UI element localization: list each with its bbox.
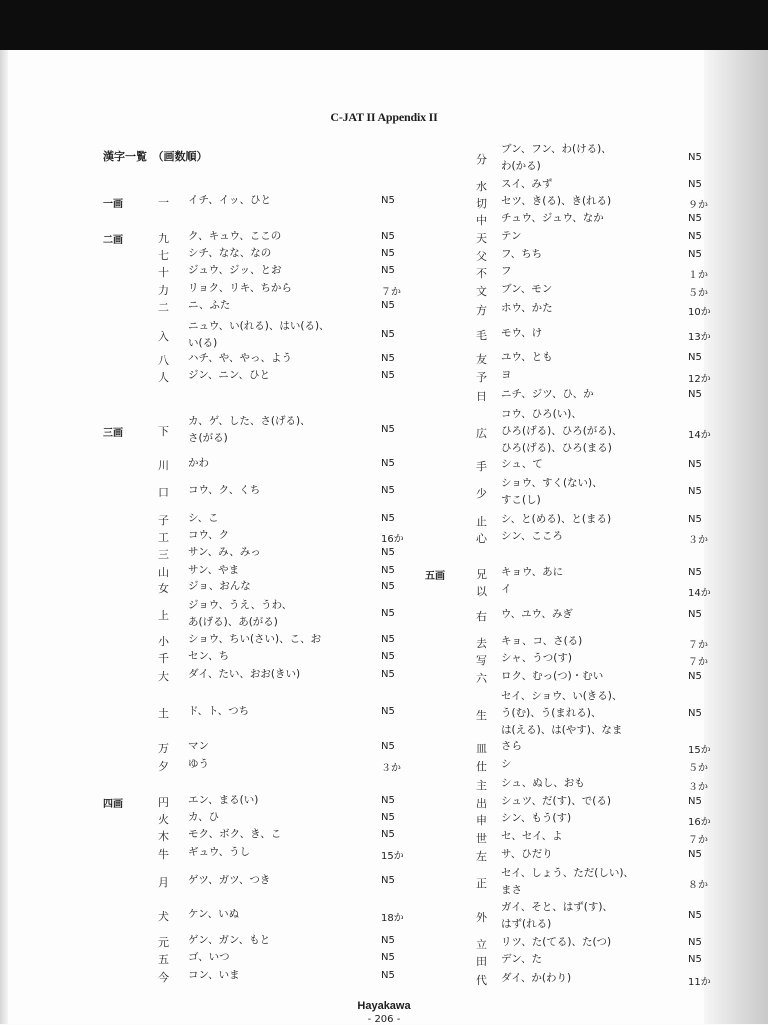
kanji-char: 予 (476, 371, 487, 384)
kanji-char: 世 (476, 832, 487, 845)
kanji-reading: キョ、コ、さ(る) (501, 635, 583, 647)
kanji-level: ７か (381, 287, 401, 298)
kanji-char: 皿 (476, 742, 487, 755)
kanji-reading: ジン、ニン、ひと (188, 369, 271, 381)
kanji-reading: ク、キュウ、ここの (188, 230, 282, 242)
kanji-level: 10か (688, 307, 711, 318)
kanji-char: 工 (158, 531, 169, 544)
kanji-reading: セン、ち (188, 650, 230, 662)
kanji-char: 円 (158, 796, 169, 809)
kanji-reading: セイ、ショウ、い(きる)、 う(む)、う(まれる)、 は(える)、は(やす)、なま (501, 690, 623, 736)
kanji-char: 六 (476, 672, 487, 685)
kanji-reading: カ、ひ (188, 811, 220, 823)
kanji-level: 14か (688, 588, 711, 599)
kanji-level: ３か (688, 782, 708, 793)
kanji-reading: イチ、イッ、ひと (188, 194, 272, 206)
kanji-reading: ヨ (501, 369, 512, 381)
kanji-char: 子 (158, 514, 169, 527)
kanji-char: 方 (476, 304, 487, 317)
kanji-reading: シ (501, 758, 512, 770)
kanji-reading: シュ、ぬし、おも (501, 777, 585, 789)
kanji-char: 二 (158, 301, 169, 314)
kanji-level: N5 (381, 353, 395, 364)
kanji-reading: テン (501, 230, 522, 242)
kanji-reading: ダイ、か(わり) (501, 972, 572, 984)
kanji-char: 九 (158, 232, 169, 245)
kanji-char: 外 (476, 911, 487, 924)
kanji-reading: コウ、ひろ(い)、 ひろ(げる)、ひろ(がる)、 ひろ(げる)、ひろ(まる) (501, 408, 623, 454)
kanji-char: 左 (476, 850, 487, 863)
kanji-level: 12か (688, 374, 711, 385)
kanji-char: 申 (476, 814, 487, 827)
kanji-reading: ブン、フン、わ(ける)、 わ(かる) (501, 143, 612, 172)
kanji-char: 上 (158, 609, 169, 622)
kanji-reading: コウ、ク、くち (188, 484, 261, 496)
kanji-reading: リョク、リキ、ちから (188, 282, 292, 294)
kanji-level: 18か (381, 913, 404, 924)
kanji-level: 13か (688, 332, 711, 343)
kanji-level: N5 (688, 486, 702, 497)
kanji-char: 生 (476, 709, 487, 722)
kanji-level: N5 (688, 708, 702, 719)
kanji-level: 15か (688, 745, 711, 756)
kanji-level: N5 (381, 970, 395, 981)
kanji-char: 心 (476, 532, 487, 545)
kanji-reading: チュウ、ジュウ、なか (501, 212, 604, 224)
kanji-level: 16か (381, 534, 404, 545)
page-title: C-JAT II Appendix II (330, 110, 438, 124)
kanji-char: 手 (476, 460, 487, 473)
kanji-reading: ゴ、いつ (188, 951, 230, 963)
kanji-reading: ロク、むっ(つ)・むい (501, 670, 604, 682)
kanji-level: N5 (688, 514, 702, 525)
kanji-reading: キョウ、あに (501, 566, 564, 578)
kanji-char: 十 (158, 266, 169, 279)
kanji-char: 止 (476, 515, 487, 528)
kanji-reading: セイ、しょう、ただ(しい)、 まさ (501, 867, 634, 896)
kanji-reading: セツ、き(る)、き(れる) (501, 195, 612, 207)
kanji-level: N5 (688, 937, 702, 948)
kanji-reading: リツ、た(てる)、た(つ) (501, 936, 612, 948)
kanji-char: 水 (476, 180, 487, 193)
kanji-reading: ウ、ユウ、みぎ (501, 608, 573, 620)
kanji-reading: マン (188, 740, 209, 752)
kanji-reading: ホウ、かた (501, 302, 553, 314)
kanji-level: 16か (688, 817, 711, 828)
kanji-char: 大 (158, 670, 169, 683)
kanji-level: N5 (688, 954, 702, 965)
kanji-char: 中 (476, 214, 487, 227)
kanji-char: 日 (476, 390, 487, 403)
kanji-reading: ガイ、そと、はず(す)、 はず(れる) (501, 901, 613, 930)
kanji-level: 15か (381, 851, 404, 862)
kanji-level: N5 (381, 248, 395, 259)
kanji-reading: ショウ、すく(ない)、 すこ(し) (501, 477, 603, 506)
kanji-reading: さら (501, 740, 522, 752)
kanji-level: N5 (381, 581, 395, 592)
footer-page-number: - 206 - (367, 1014, 401, 1025)
kanji-reading: ギュウ、うし (188, 846, 251, 858)
kanji-reading: デン、た (501, 953, 542, 965)
kanji-char: 八 (158, 354, 169, 367)
kanji-reading: ダイ、たい、おお(きい) (188, 668, 301, 680)
kanji-char: 主 (476, 779, 487, 792)
page-binding-shadow (704, 50, 768, 1024)
kanji-char: 写 (476, 654, 487, 667)
kanji-level: N5 (381, 547, 395, 558)
kanji-reading: かわ (188, 457, 209, 469)
kanji-level: N5 (381, 513, 395, 524)
kanji-reading: コウ、ク (188, 529, 230, 541)
kanji-char: 出 (476, 797, 487, 810)
kanji-char: 兄 (476, 568, 487, 581)
kanji-level: N5 (381, 370, 395, 381)
kanji-reading: シュ、て (501, 458, 543, 470)
kanji-level: N5 (381, 265, 395, 276)
kanji-char: 入 (158, 330, 169, 343)
kanji-reading: ド、ト、つち (188, 705, 250, 717)
kanji-char: 仕 (476, 760, 487, 773)
kanji-level: N5 (688, 671, 702, 682)
kanji-level: N5 (381, 485, 395, 496)
kanji-reading: ユウ、とも (501, 351, 553, 363)
kanji-level: N5 (381, 634, 395, 645)
kanji-level: N5 (688, 249, 702, 260)
kanji-reading: ゲン、ガン、もと (188, 934, 271, 946)
kanji-level: N5 (688, 910, 702, 921)
kanji-char: 文 (476, 285, 487, 298)
kanji-char: 田 (476, 955, 487, 968)
kanji-reading: ニュウ、い(れる)、はい(る)、 い(る) (188, 320, 330, 349)
kanji-reading: フ、ちち (501, 248, 543, 260)
stroke-group-5-label: 五画 (425, 571, 445, 582)
kanji-reading: シチ、なな、なの (188, 247, 272, 259)
kanji-level: 11か (688, 977, 711, 988)
kanji-reading: ショウ、ちい(さい)、こ、お (188, 633, 322, 645)
kanji-char: 毛 (476, 329, 487, 342)
kanji-char: 千 (158, 652, 169, 665)
kanji-reading: サン、み、みっ (188, 546, 261, 558)
kanji-level: N5 (381, 795, 395, 806)
kanji-reading: シュツ、だ(す)、で(る) (501, 795, 611, 807)
kanji-level: N5 (688, 152, 702, 163)
kanji-level: ３か (688, 535, 708, 546)
kanji-char: 元 (158, 936, 169, 949)
kanji-char: 夕 (158, 760, 169, 773)
kanji-level: N5 (381, 935, 395, 946)
footer-publisher: Hayakawa (357, 1000, 411, 1012)
kanji-level: N5 (381, 651, 395, 662)
kanji-level: N5 (381, 458, 395, 469)
kanji-level: N5 (688, 352, 702, 363)
stroke-group-3-label: 三画 (103, 428, 123, 439)
kanji-char: 万 (158, 742, 169, 755)
kanji-level: N5 (381, 952, 395, 963)
kanji-reading: シ、こ (188, 512, 219, 524)
kanji-level: N5 (688, 567, 702, 578)
kanji-reading: ケン、いぬ (188, 908, 240, 920)
kanji-level: N5 (381, 669, 395, 680)
kanji-reading: ニチ、ジツ、ひ、か (501, 388, 594, 400)
kanji-level: １か (688, 270, 708, 281)
kanji-char: 小 (158, 635, 169, 648)
kanji-reading: イ (501, 583, 512, 595)
kanji-level: N5 (381, 329, 395, 340)
kanji-level: N5 (381, 424, 395, 435)
kanji-char: 一 (158, 196, 169, 209)
kanji-level: N5 (381, 706, 395, 717)
kanji-level: N5 (381, 195, 395, 206)
stroke-group-2-label: 二画 (103, 235, 123, 246)
kanji-char: 父 (476, 250, 487, 263)
kanji-level: ７か (688, 640, 708, 651)
kanji-char: 力 (158, 284, 169, 297)
kanji-char: 人 (158, 371, 169, 384)
kanji-char: 広 (476, 427, 487, 440)
kanji-char: 今 (158, 971, 169, 984)
kanji-level: N5 (688, 179, 702, 190)
kanji-level: ３か (381, 763, 401, 774)
kanji-char: 女 (158, 582, 169, 595)
kanji-level: N5 (688, 389, 702, 400)
kanji-char: 月 (158, 876, 169, 889)
kanji-char: 右 (476, 610, 487, 623)
kanji-char: 山 (158, 566, 169, 579)
kanji-level: N5 (381, 741, 395, 752)
kanji-reading: セ、セイ、よ (501, 830, 563, 842)
stroke-group-4-label: 四画 (103, 799, 123, 810)
kanji-char: 五 (158, 953, 169, 966)
kanji-char: 代 (476, 974, 487, 987)
kanji-reading: シン、もう(す) (501, 812, 572, 824)
kanji-char: 火 (158, 813, 169, 826)
kanji-char: 牛 (158, 848, 169, 861)
kanji-reading: ゆう (188, 758, 209, 770)
kanji-reading: ジョ、おんな (188, 580, 251, 592)
kanji-char: 口 (158, 486, 169, 499)
kanji-list-heading: 漢字一覧 （画数順） (103, 150, 208, 163)
kanji-reading: ジョウ、うえ、うわ、 あ(げる)、あ(がる) (188, 599, 293, 628)
kanji-char: 三 (158, 548, 169, 561)
kanji-char: 土 (158, 707, 169, 720)
stroke-group-1-label: 一画 (103, 199, 123, 210)
kanji-char: 立 (476, 938, 487, 951)
kanji-level: N5 (381, 608, 395, 619)
kanji-level: N5 (688, 231, 702, 242)
kanji-reading: フ (501, 265, 512, 277)
kanji-level: ８か (688, 880, 708, 891)
kanji-reading: ゲツ、ガツ、つき (188, 874, 271, 886)
kanji-reading: スイ、みず (501, 178, 553, 190)
kanji-char: 正 (476, 877, 487, 890)
kanji-char: 天 (476, 232, 487, 245)
kanji-char: 下 (158, 425, 169, 438)
kanji-level: N5 (688, 609, 702, 620)
scan-top-band (0, 0, 768, 52)
kanji-level: N5 (381, 231, 395, 242)
kanji-reading: ジュウ、ジッ、とお (188, 264, 282, 276)
kanji-reading: シャ、うつ(す) (501, 652, 572, 664)
kanji-level: N5 (381, 875, 395, 886)
kanji-char: 少 (476, 487, 487, 500)
kanji-char: 分 (476, 153, 487, 166)
kanji-level: 14か (688, 430, 711, 441)
kanji-level: N5 (688, 459, 702, 470)
kanji-reading: カ、ゲ、した、さ(げる)、 さ(がる) (188, 415, 311, 444)
page-left-edge (0, 50, 8, 1024)
kanji-level: N5 (688, 213, 702, 224)
kanji-char: 木 (158, 830, 169, 843)
kanji-char: 不 (476, 267, 487, 280)
kanji-reading: シン、こころ (501, 530, 563, 542)
kanji-reading: サン、やま (188, 564, 240, 576)
kanji-char: 以 (476, 585, 487, 598)
kanji-level: N5 (381, 300, 395, 311)
kanji-reading: コン、いま (188, 969, 240, 981)
kanji-char: 友 (476, 353, 487, 366)
kanji-level: N5 (688, 796, 702, 807)
kanji-level: ５か (688, 763, 708, 774)
kanji-level: ７か (688, 835, 708, 846)
kanji-reading: ニ、ふた (188, 299, 231, 311)
kanji-reading: サ、ひだり (501, 848, 553, 860)
kanji-reading: ハチ、や、やっ、よう (188, 352, 293, 364)
kanji-reading: モウ、け (501, 327, 543, 339)
kanji-reading: モク、ボク、き、こ (188, 828, 282, 840)
kanji-char: 去 (476, 637, 487, 650)
kanji-char: 切 (476, 197, 487, 210)
kanji-level: N5 (381, 565, 395, 576)
kanji-char: 七 (158, 249, 169, 262)
kanji-level: ９か (688, 200, 708, 211)
kanji-level: N5 (381, 812, 395, 823)
kanji-level: N5 (688, 849, 702, 860)
kanji-level: N5 (381, 829, 395, 840)
kanji-reading: シ、と(める)、と(まる) (501, 513, 612, 525)
kanji-char: 川 (158, 459, 169, 472)
kanji-char: 犬 (158, 910, 169, 923)
kanji-reading: ブン、モン (501, 283, 553, 295)
kanji-reading: エン、まる(い) (188, 794, 259, 806)
kanji-level: ５か (688, 288, 708, 299)
kanji-level: ７か (688, 657, 708, 668)
